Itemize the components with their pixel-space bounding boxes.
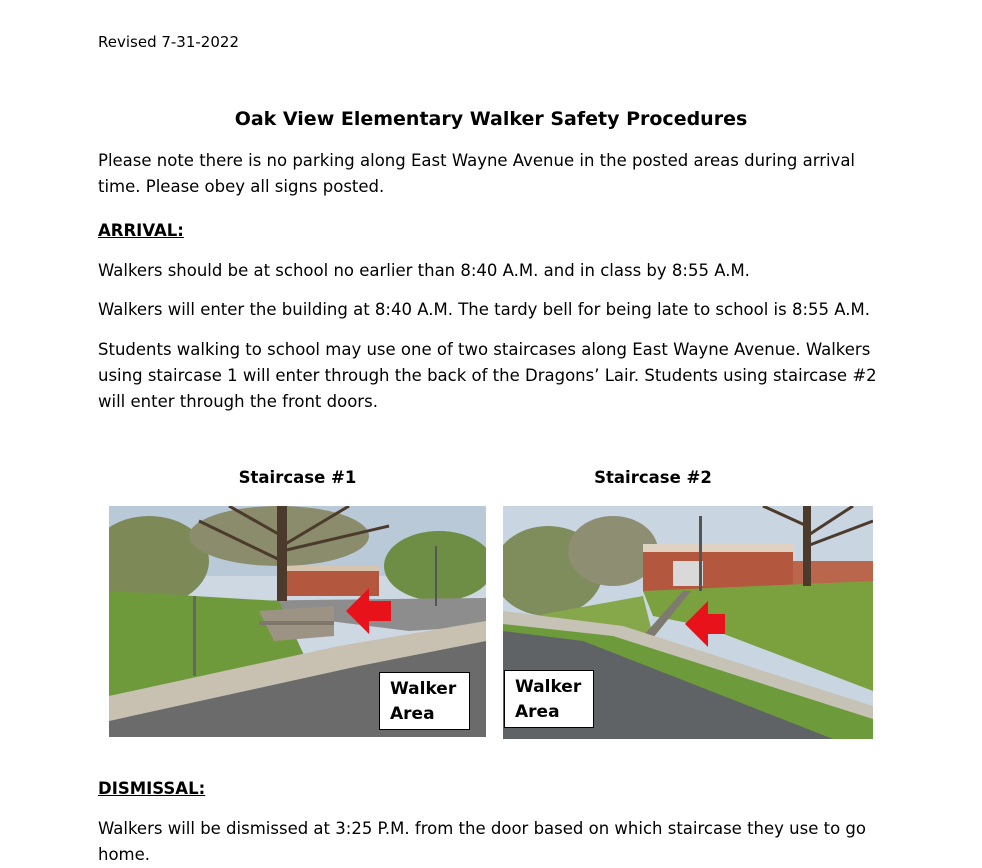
revised-date: Revised 7-31-2022	[98, 33, 239, 51]
document-title: Oak View Elementary Walker Safety Procedures	[234, 108, 748, 130]
staircase-1-photo	[109, 506, 486, 737]
walker-label-line-2: Area	[390, 704, 435, 724]
staircase-2-walker-label	[504, 670, 594, 728]
staircase-2-photo	[503, 506, 873, 739]
staircase-1-walker-label	[379, 672, 470, 730]
arrival-paragraph-3: Students walking to school may use one of two staircases along East Wayne Avenue. Walkers using staircase 1 will enter through the back of the Dragons’ Lair. Students using staircase #2 will enter through the front doors.	[98, 340, 877, 411]
dismissal-heading: DISMISSAL:	[98, 779, 206, 798]
arrival-heading: ARRIVAL:	[98, 221, 184, 240]
staircase-1-caption: Staircase #1	[238, 468, 357, 487]
arrival-paragraph-2: Walkers will enter the building at 8:40 A.M. The tardy bell for being late to school is 8:55 A.M.	[98, 300, 871, 319]
intro-paragraph: Please note there is no parking along East Wayne Avenue in the posted areas during arrival time. Please obey all signs posted.	[98, 151, 856, 196]
staircase-2-caption: Staircase #2	[594, 468, 712, 487]
arrival-paragraph-1: Walkers should be at school no earlier than 8:40 A.M. and in class by 8:55 A.M.	[98, 261, 750, 280]
walker-label-line-2: Area	[515, 702, 560, 722]
walker-label-line-1: Walker	[515, 677, 582, 697]
dismissal-paragraph-1: Walkers will be dismissed at 3:25 P.M. from the door based on which staircase they use to go home.	[98, 819, 866, 864]
walker-label-line-1: Walker	[390, 679, 457, 699]
